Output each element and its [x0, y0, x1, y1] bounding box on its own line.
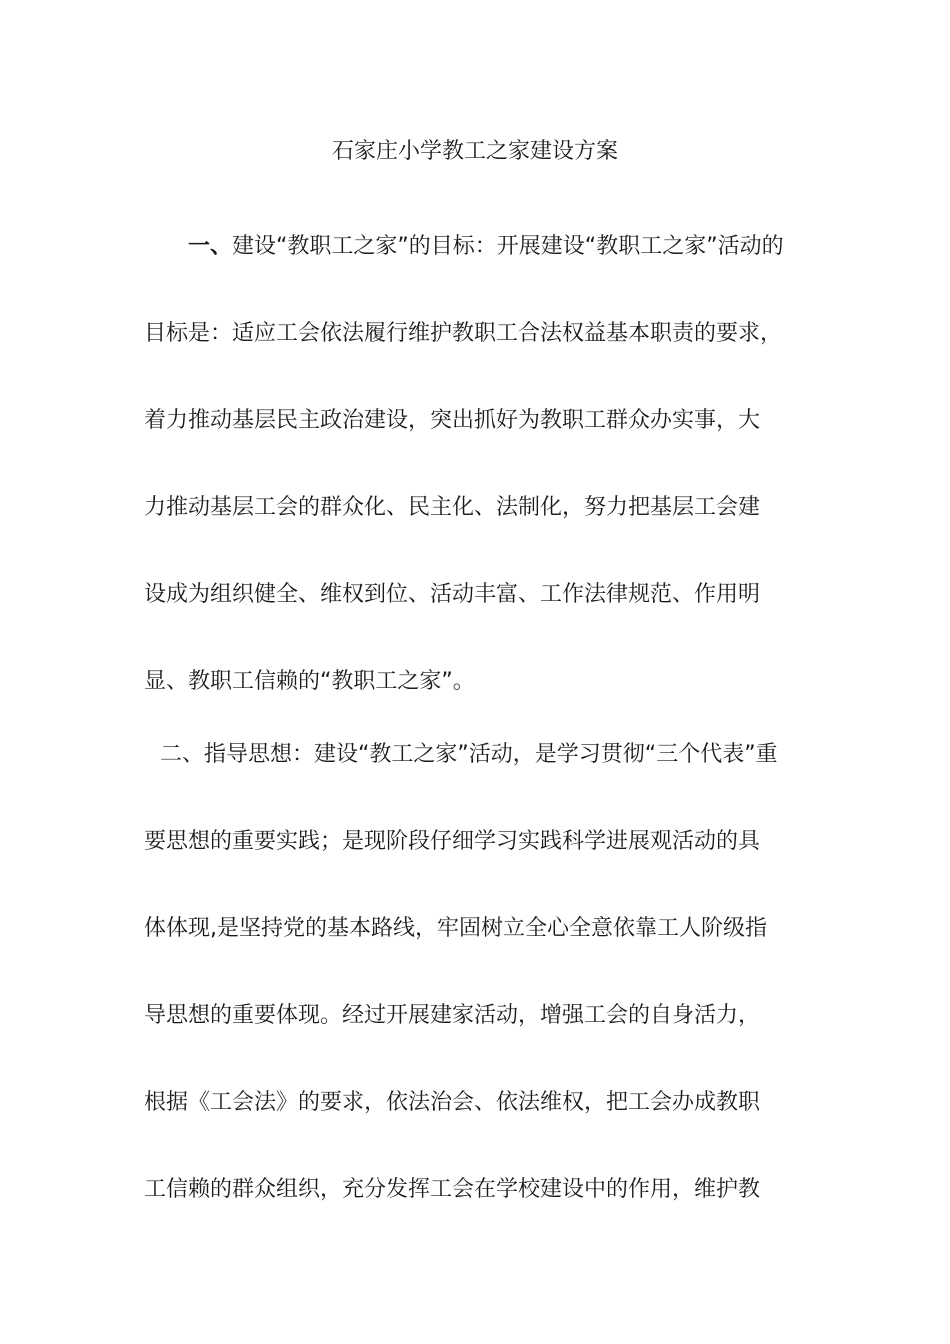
section1-line-2: 目标是：适应工会依法履行维护教职工合法权益基本职责的要求，: [144, 321, 783, 346]
section1-heading: 一、: [188, 234, 233, 259]
section1-line-1-text: 建设“教职工之家”的目标：开展建设“教职工之家”活动的: [232, 234, 784, 259]
section1-line-6: 显、教职工信赖的“教职工之家”。: [144, 669, 475, 694]
document-title: 石家庄小学教工之家建设方案: [331, 139, 618, 164]
section1-line-4: 力推动基层工会的群众化、民主化、法制化，努力把基层工会建: [144, 495, 761, 520]
section2-line-2: 要思想的重要实践；是现阶段仔细学习实践科学进展观活动的具: [144, 829, 761, 854]
section2-line-6: 工信赖的群众组织，充分发挥工会在学校建设中的作用，维护教: [144, 1177, 761, 1202]
section2-line-3: 体体现,是坚持党的基本路线，牢固树立全心全意依靠工人阶级指: [144, 916, 767, 941]
section1-line-3: 着力推动基层民主政治建设，突出抓好为教职工群众办实事，大: [144, 408, 761, 433]
section2-line-4: 导思想的重要体现。经过开展建家活动，增强工会的自身活力，: [144, 1003, 761, 1028]
section2-line-5: 根据《工会法》的要求，依法治会、依法维权，把工会办成教职: [144, 1090, 761, 1115]
section2-line-1: 二、指导思想：建设“教工之家”活动，是学习贯彻“三个代表”重: [160, 742, 778, 767]
section1-line-1: [188, 232, 784, 262]
section1-line-5: 设成为组织健全、维权到位、活动丰富、工作法律规范、作用明: [144, 582, 761, 607]
